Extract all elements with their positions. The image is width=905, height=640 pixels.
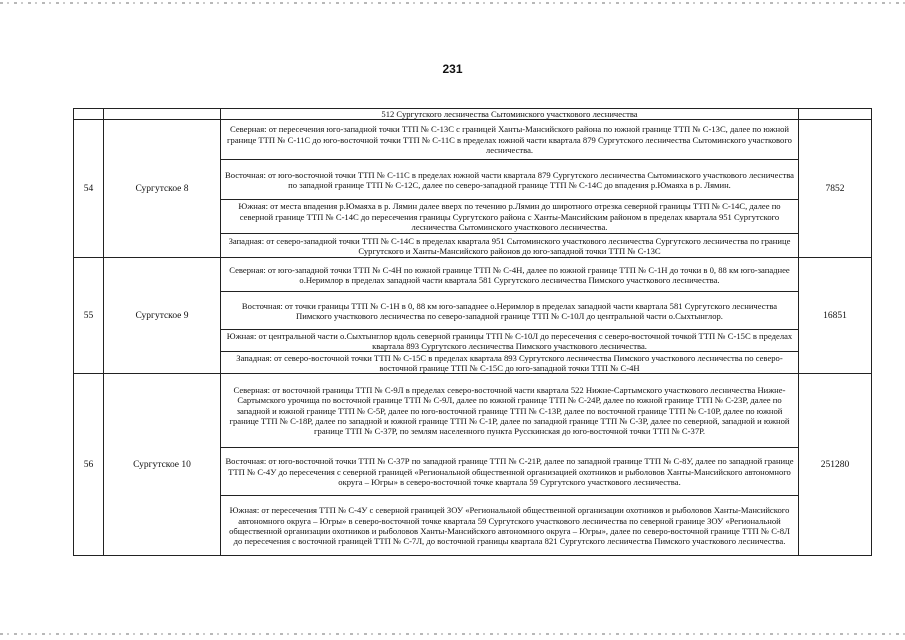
- area-name: Сургутское 10: [104, 374, 221, 556]
- table-row: [74, 120, 872, 160]
- border-north: Северная: от пересечения юго-западной точки ТТП № С-13С с границей Ханты-Мансийского района по южной границе ТТП № С-13С, далее по южной границе ТТП № С-11С до юго-восточной точки ТТП № С-11С в пределах южной части квартала 879 Сургутского лесничества Сытоминского участкового лесничества.: [221, 120, 799, 160]
- empty-cell: [104, 109, 221, 120]
- row-number: 56: [74, 374, 104, 556]
- border-west: Западная: от северо-западной точки ТТП № С-14С в пределах квартала 951 Сытоминского участкового лесничества Сургутского лесничества по границе Сургутского и Ханты-Мансийского районов до юго-западной точки ТТП № С-13С: [221, 234, 799, 258]
- area-value: 7852: [799, 120, 872, 258]
- scan-artifact-top: [0, 2, 905, 4]
- page-number: 231: [442, 62, 463, 76]
- border-description-table: [73, 108, 872, 556]
- border-east: Восточная: от юго-восточной точки ТТП № С-37Р по западной границе ТТП № С-21Р, далее по западной границе ТТП № С-8У, далее по западной границе ТТП № С-4У до пересечения с северной границей «Региональной общественной организацией охотников и рыболовов Ханты-Мансийского автономного округа – Югры» в северо-восточной точке квартала 59 Сургутского участкового лесничества.: [221, 448, 799, 496]
- table-row: [74, 109, 872, 120]
- area-name: Сургутское 8: [104, 120, 221, 258]
- border-east: Восточная: от точки границы ТТП № С-1Н в 0, 88 км юго-западнее о.Неримлор в пределах западной части квартала 581 Сургутского лесничества Пимского участкового лесничества по северо-западной границе ТТП № С-10Л до центральной части о.Сыхтынглор.: [221, 292, 799, 330]
- border-south: Южная: от места впадения р.Юмаяха в р. Лямин далее вверх по течению р.Лямин до широтного отрезка северной границы ТТП № С-14С, далее по северной границе ТТП № С-14С до пересечения границы Сургутского района с Ханты-Мансийским районом в пределах квартала 951 Сургутского лесничества Сытоминского участкового лесничества.: [221, 200, 799, 234]
- row-number: 54: [74, 120, 104, 258]
- border-north: Северная: от юго-западной точки ТТП № С-4Н по южной границе ТТП № С-4Н, далее по южной границе ТТП № С-1Н до точки в 0, 88 км юго-западнее о.Неримлор в пределах западной части квартала 581 Сургутского лесничества Пимского участкового лесничества.: [221, 258, 799, 292]
- table-row: [74, 258, 872, 292]
- border-west: Западная: от северо-восточной точки ТТП № С-15С в пределах квартала 893 Сургутского лесничества Пимского участкового лесничества по северо-восточной границе ТТП № С-15С до юго-западной точки ТТП № С-4Н: [221, 352, 799, 374]
- border-north: Северная: от восточной границы ТТП № С-9Л в пределах северо-восточной части квартала 522 Нижне-Сартымского участкового лесничества Нижне-Сартымского урочища по восточной границе ТТП № С-9Л, далее по южной границе ТТП № С-24Р, далее по южной границе ТТП № С-23Р, далее по западной и южной границе ТТП № С-5Р, далее по юго-восточной границе ТТП № С-13Р, далее по восточной границе ТТП № С-10Р, далее по южной границе ТТП № С-18Р, далее по западной и южной границе ТТП № С-1Р, далее по западной границе ТТП № С-3Р, далее по северной, западной и южной границе ТТП № С-37Р, по землям населенного пункта Русскинская до юго-восточной точки ТТП № С-37Р.: [221, 374, 799, 448]
- area-value: 16851: [799, 258, 872, 374]
- border-east: Восточная: от юго-восточной точки ТТП № С-11С в пределах южной части квартала 879 Сургутского лесничества Сытоминского участкового лесничества по западной границе ТТП № С-12С, далее по северо-западной границе ТТП № С-14С до впадения р.Юмаяха в р. Лямин.: [221, 160, 799, 200]
- area-name: Сургутское 9: [104, 258, 221, 374]
- empty-cell: [799, 109, 872, 120]
- border-south: Южная: от пересечения ТТП № С-4У с северной границей ЗОУ «Региональной общественной организации охотников и рыболовов Ханты-Мансийского автономного округа – Югры» в северо-восточной точке квартала 59 Сургутского участкового лесничества по северной границе ЗОУ «Региональной общественной организации охотников и рыболовов Ханты-Мансийского автономного округа – Югры», далее по северо-восточной границе ТТП № С-8Л до пересечения с восточной границей ТТП № С-7Л, до восточной границы квартала 821 Сургутского лесничества Пимского участкового лесничества.: [221, 496, 799, 556]
- table-row: [74, 374, 872, 448]
- empty-cell: [74, 109, 104, 120]
- continuation-text: 512 Сургутского лесничества Сытоминского участкового лесничества: [221, 109, 799, 120]
- scan-artifact-bottom: [0, 633, 905, 635]
- border-south: Южная: от центральной части о.Сыхтынглор вдоль северной границы ТТП № С-10Л до пересечения с северо-восточной точкой ТТП № С-15С в пределах квартала 893 Сургутского лесничества Пимского участкового лесничества.: [221, 330, 799, 352]
- area-value: 251280: [799, 374, 872, 556]
- row-number: 55: [74, 258, 104, 374]
